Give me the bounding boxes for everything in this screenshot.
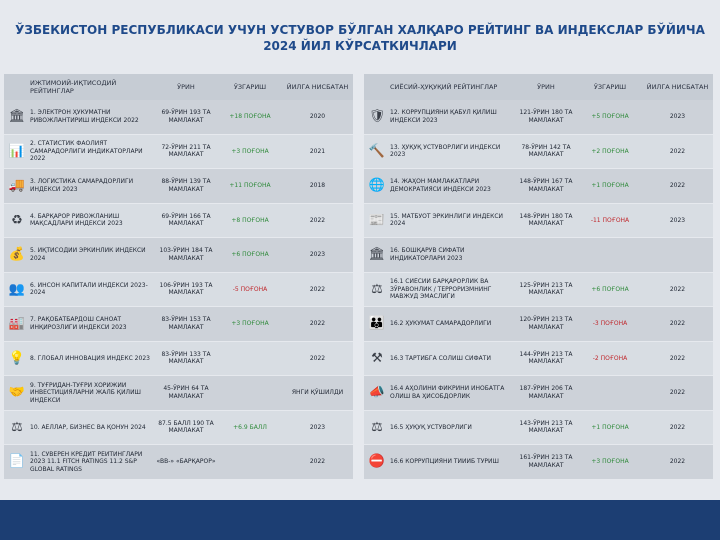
rating-change: [578, 113, 642, 120]
rating-rank: 120-ЎРИН 213 ТА МАМЛАКАТ: [519, 316, 573, 331]
stop-corruption-icon: ⛔: [368, 454, 386, 470]
table-row: [4, 100, 353, 135]
rating-name: 16. БОШҚАРУВ СИФАТИ ИНДИКАТОРЛАРИ 2023: [390, 247, 465, 262]
table-row: [364, 238, 713, 273]
rating-name: 16.2 ҲУКУМАТ САМАРАДОРЛИГИ: [390, 320, 492, 327]
table-row: [4, 273, 353, 308]
table-row: [364, 307, 713, 342]
rating-rank: 125-ЎРИН 213 ТА МАМЛАКАТ: [519, 281, 573, 297]
rating-year: 2023: [669, 216, 686, 224]
factory-icon: 🏭: [8, 316, 26, 332]
crowd-icon: 👪: [368, 316, 386, 332]
rating-year: 2022: [669, 182, 686, 189]
rating-name: 5. ИҚТИСОДИЙ ЭРКИНЛИК ИНДЕКСИ 2024: [30, 247, 146, 262]
rating-rank: 45-ЎРИН 64 ТА МАМЛАКАТ: [163, 385, 209, 400]
rating-rank: 78-ЎРИН 142 ТА МАМЛАКАТ: [521, 143, 571, 159]
title-line-1: ЎЗБЕКИСТОН РЕСПУБЛИКАСИ УЧУН УСТУВОР БЎЛГАН ХАЛҚАРО РЕЙТИНГ ВА ИНДЕКСЛАР БЎЙИЧА: [15, 23, 705, 37]
change-value: +1 ПОҒОНА: [591, 182, 629, 190]
rating-year: 2022: [669, 389, 686, 396]
header-change: ЎЗГАРИШ: [593, 83, 627, 91]
table-row: [4, 376, 353, 411]
change-value: +18 ПОҒОНА: [229, 113, 271, 121]
rating-name: 6. ИНСОН КАПИТАЛИ ИНДЕКСИ 2023-2024: [30, 281, 148, 297]
table-row: [364, 342, 713, 377]
rating-change: [218, 320, 282, 327]
chart-icon: 📊: [8, 143, 26, 159]
change-value: -5 ПОҒОНА: [232, 285, 268, 293]
rating-rank: 88-ЎРИН 139 ТА МАМЛАКАТ: [161, 178, 211, 193]
rating-rank: 72-ЎРИН 211 ТА МАМЛАКАТ: [161, 143, 211, 159]
rating-change: [578, 458, 642, 465]
table-row: [364, 135, 713, 170]
rating-change: [218, 424, 282, 431]
rating-year: 2021: [309, 147, 326, 155]
rating-change: [578, 424, 642, 431]
rating-rank: 143-ЎРИН 213 ТА МАМЛАКАТ: [519, 419, 573, 435]
header-ratings: ИЖТИМОИЙ-ИҚТИСОДИЙ РЕЙТИНГЛАР: [30, 79, 117, 95]
change-value: +3 ПОҒОНА: [231, 147, 269, 155]
table-row: [4, 169, 353, 204]
rating-change: [218, 113, 282, 120]
table-row: [4, 135, 353, 170]
footer-bar: [0, 500, 720, 540]
rating-name: 9. ТЎҒРИДАН-ТЎҒРИ ХОРИЖИЙ ИНВЕСТИЦИЯЛАРНИ ЖАЛБ ҚИЛИШ ИНДЕКСИ: [30, 381, 141, 404]
rating-change: [578, 320, 642, 327]
rating-change: [578, 182, 642, 189]
rating-rank: 69-ЎРИН 193 ТА МАМЛАКАТ: [161, 109, 211, 124]
header-rank: ЎРИН: [177, 83, 195, 91]
change-value: +6 ПОҒОНА: [231, 251, 269, 259]
rating-rank: 106-ЎРИН 193 ТА МАМЛАКАТ: [159, 281, 213, 297]
rating-rank: 87.5 БАЛЛ 190 ТА МАМЛАКАТ: [158, 419, 214, 435]
page-title: [0, 22, 720, 54]
rating-year: 2022: [309, 216, 326, 224]
rating-name: 4. БАРҚАРОР РИВОЖЛАНИШ МАҚСАДЛАРИ ИНДЕКСИ 2023: [30, 212, 123, 228]
header-rank: ЎРИН: [537, 83, 555, 91]
table-header: [4, 74, 353, 100]
table-row: [364, 445, 713, 480]
globe-icon: 🌐: [368, 178, 386, 194]
people-icon: 👥: [8, 281, 26, 297]
table-row: [364, 204, 713, 239]
change-value: +5 ПОҒОНА: [591, 113, 629, 121]
rating-change: [218, 217, 282, 224]
handshake-icon: 🤝: [8, 385, 26, 401]
table-row: [364, 411, 713, 446]
header-ratings: СИЁСИЙ-ҲУҚУҚИЙ РЕЙТИНГЛАР: [390, 83, 498, 91]
truck-icon: 🚚: [8, 178, 26, 194]
rating-name: 11. СУВЕРЕН КРЕДИТ РЕЙТИНГЛАРИ 2023 11.1 FITCH RATINGS 11.2 S&P GLOBAL RATINGS: [30, 450, 143, 473]
rating-name: 3. ЛОГИСТИКА САМАРАДОРЛИГИ ИНДЕКСИ 2023: [30, 178, 134, 193]
rating-name: 16.6 КОРРУПЦИЯНИ ТИЙИБ ТУРИШ: [390, 458, 499, 465]
rating-name: 15. МАТБУОТ ЭРКИНЛИГИ ИНДЕКСИ 2024: [390, 212, 504, 228]
table-row: [4, 342, 353, 377]
table-header: [364, 74, 713, 100]
table-row: [4, 204, 353, 239]
change-value: +8 ПОҒОНА: [231, 216, 269, 224]
rating-year: 2023: [669, 113, 686, 120]
rating-year: 2022: [669, 285, 686, 293]
socio-economic-panel: [4, 74, 353, 480]
change-value: +2 ПОҒОНА: [591, 147, 629, 155]
table-body: [364, 100, 713, 480]
table-row: [364, 273, 713, 308]
rating-name: 16.4 АҲОЛИНИ ФИКРИНИ ИНОБАТГА ОЛИШ ВА ҲИСОБДОРЛИК: [390, 385, 505, 400]
change-value: -2 ПОҒОНА: [592, 354, 628, 362]
rating-rank: 121-ЎРИН 180 ТА МАМЛАКАТ: [519, 109, 573, 124]
rating-rank: 161-ЎРИН 213 ТА МАМЛАКАТ: [519, 454, 573, 469]
change-value: +11 ПОҒОНА: [229, 182, 271, 190]
leaf-icon: ♻: [11, 212, 23, 228]
rating-year: 2018: [309, 182, 326, 189]
rating-name: 1. ЭЛЕКТРОН ҲУКУМАТНИ РИВОЖЛАНТИРИШ ИНДЕКСИ 2022: [30, 109, 139, 124]
title-line-2: 2024 ЙИЛ КЎРСАТКИЧЛАРИ: [263, 39, 457, 53]
change-value: +3 ПОҒОНА: [591, 458, 629, 466]
rating-rank: 148-ЎРИН 167 ТА МАМЛАКАТ: [519, 178, 573, 193]
rating-year: 2022: [669, 147, 686, 155]
rating-name: 13. ҲУҚУҚ УСТУВОРЛИГИ ИНДЕКСИ 2023: [390, 143, 501, 159]
rating-name: 14. ЖАҲОН МАМЛАКАТЛАРИ ДЕМОКРАТИЯСИ ИНДЕКСИ 2023: [390, 178, 491, 193]
table-row: [364, 100, 713, 135]
rating-change: [218, 251, 282, 258]
rating-rank: 83-ЎРИН 133 ТА МАМЛАКАТ: [161, 350, 211, 366]
rating-year: 2023: [309, 251, 326, 258]
rating-name: 7. РАҚОБАТБАРДОШ САНОАТ ИНҚИРОЗЛИГИ ИНДЕКСИ 2023: [30, 316, 127, 331]
government-icon: 🏛: [368, 247, 386, 263]
rating-name: 16.3 ТАРТИБГА СОЛИШ СИФАТИ: [390, 354, 491, 362]
table-row: [364, 169, 713, 204]
rating-year: 2022: [309, 285, 326, 293]
table-row: [364, 376, 713, 411]
change-value: +1 ПОҒОНА: [591, 423, 629, 431]
change-value: +3 ПОҒОНА: [231, 320, 269, 328]
table-row: [4, 307, 353, 342]
rating-change: [578, 217, 642, 224]
rating-year: 2022: [669, 320, 686, 327]
rating-change: [218, 148, 282, 155]
rating-year: 2022: [669, 354, 686, 362]
header-year: ЙИЛГА НИСБАТАН: [286, 83, 349, 91]
rating-change: [578, 148, 642, 155]
rating-year: 2022: [309, 458, 326, 465]
divider: [355, 74, 359, 494]
rating-rank: 148-ЎРИН 180 ТА МАМЛАКАТ: [519, 212, 573, 228]
header-change: ЎЗГАРИШ: [233, 83, 267, 91]
rating-name: 2. СТАТИСТИК ФАОЛИЯТ САМАРАДОРЛИГИ ИНДИКАТОРЛАРИ 2022: [30, 140, 143, 162]
rating-change: [218, 182, 282, 189]
change-value: -11 ПОҒОНА: [590, 216, 630, 224]
rating-name: 16.1 СИЁСИЙ БАРҚАРОРЛИК ВА ЗЎРАВОНЛИК / ТЕРРОРИЗМНИНГ МАВЖУД ЭМАСЛИГИ: [390, 278, 492, 300]
rating-change: [578, 286, 642, 293]
coins-icon: 💰: [8, 247, 26, 263]
scale-icon: ⚖: [11, 419, 23, 435]
rating-year: 2022: [669, 423, 686, 431]
rating-change: [218, 286, 282, 293]
rating-rank: «BB-» «БАРҚАРОР»: [156, 458, 216, 465]
megaphone-icon: 📣: [368, 385, 386, 401]
table-body: [4, 100, 353, 480]
building-icon: 🏛: [8, 109, 26, 125]
change-value: +6 ПОҒОНА: [591, 285, 629, 293]
gavel-icon: 🔨: [368, 143, 386, 159]
rating-rank: 83-ЎРИН 153 ТА МАМЛАКАТ: [161, 316, 211, 331]
table-row: [4, 445, 353, 480]
change-value: +6.9 БАЛЛ: [233, 423, 267, 431]
law-icon: ⚖: [371, 419, 383, 435]
political-legal-panel: [364, 74, 713, 480]
rating-year: 2023: [309, 423, 326, 431]
table-row: [4, 411, 353, 446]
rating-name: 16.5 ҲУҚУҚ УСТУВОРЛИГИ: [390, 423, 472, 431]
rating-year: 2022: [669, 458, 686, 465]
change-value: -3 ПОҒОНА: [592, 320, 628, 328]
newspaper-icon: 📰: [368, 212, 386, 228]
rating-name: 12. КОРРУПЦИЯНИ ҚАБУЛ ҚИЛИШ ИНДЕКСИ 2023: [390, 109, 497, 124]
rating-rank: 103-ЎРИН 184 ТА МАМЛАКАТ: [159, 247, 213, 262]
rating-change: [578, 355, 642, 362]
table-row: [4, 238, 353, 273]
rating-rank: 144-ЎРИН 213 ТА МАМЛАКАТ: [519, 350, 573, 366]
rating-year: 2022: [309, 354, 326, 362]
rating-year: 2022: [309, 320, 326, 327]
lightbulb-icon: 💡: [8, 350, 26, 366]
header-year: ЙИЛГА НИСБАТАН: [646, 83, 709, 91]
rating-name: 10. АЁЛЛАР, БИЗНЕС ВА ҚОНУН 2024: [30, 423, 146, 431]
rating-rank: 69-ЎРИН 166 ТА МАМЛАКАТ: [161, 212, 211, 228]
balance-icon: ⚖: [371, 281, 383, 297]
rating-year: 2020: [309, 113, 326, 120]
document-icon: 📄: [8, 454, 26, 470]
rating-rank: 187-ЎРИН 206 ТА МАМЛАКАТ: [519, 385, 573, 400]
shield-icon: 🛡: [368, 109, 386, 125]
gavel2-icon: ⚒: [371, 350, 383, 366]
rating-name: 8. ГЛОБАЛ ИННОВАЦИЯ ИНДЕКС 2023: [30, 354, 150, 362]
rating-year: ЯНГИ ҚЎШИЛДИ: [291, 389, 344, 396]
